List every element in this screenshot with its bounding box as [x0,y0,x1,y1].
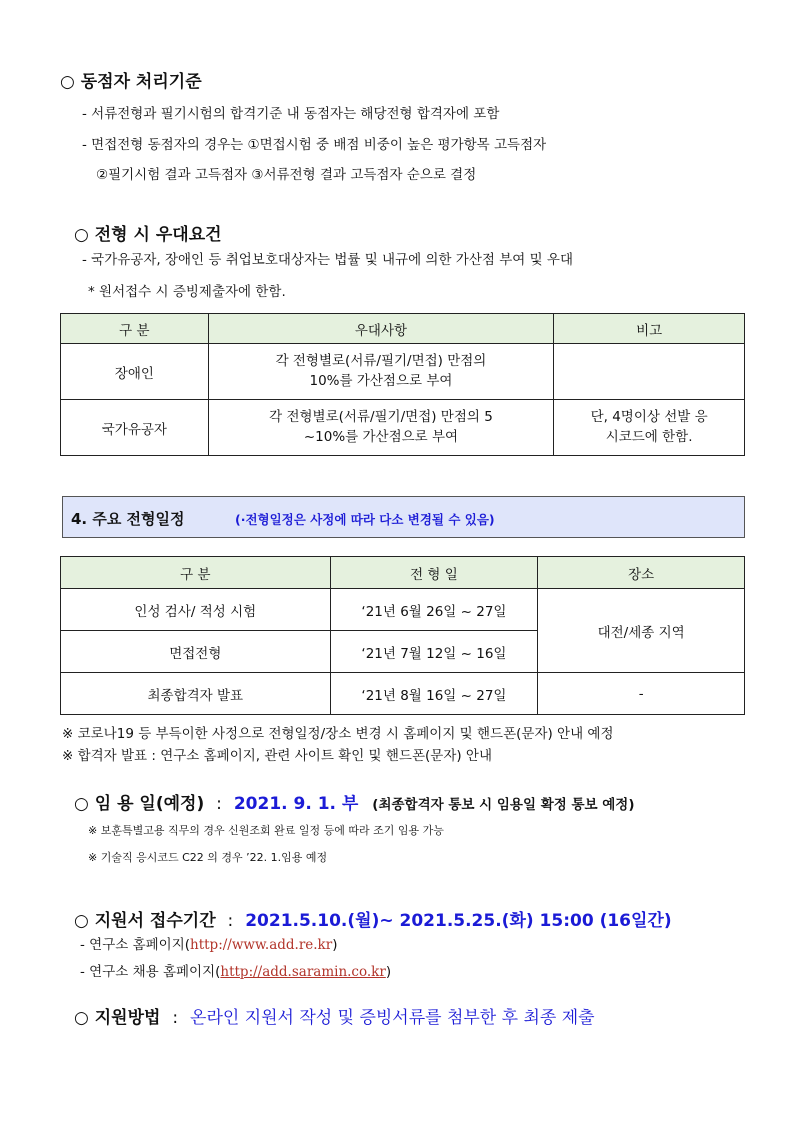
period-colon: : [227,911,234,931]
tie-line-3: ②필기시험 결과 고득점자 ③서류전형 결과 고득점자 순으로 결정 [96,167,477,183]
schedule-section-header [62,496,745,538]
schedule-row-date: ‘21년 6월 26일 ~ 27일 [330,589,538,631]
pref-row-remark: 단, 4명이상 선발 응시코드에 한함. [554,400,745,456]
period-line-2-suffix: ) [385,964,392,980]
schedule-header-date: 전 형 일 [330,557,538,589]
pref-row-category: 국가유공자 [61,400,209,456]
schedule-title: 4. 주요 전형일정 [71,510,185,528]
pref-row-detail: 각 전형별로(서류/필기/면접) 만점의 10%를 가산점으로 부여 [208,344,554,400]
period-value: 2021.5.10.(월)~ 2021.5.25.(화) 15:00 (16일간) [245,911,672,931]
appointment-colon: : [216,794,222,814]
period-line-1-suffix: ) [332,937,338,953]
homepage-link[interactable]: http://www.add.re.kr [190,937,333,953]
appointment-sub-2: ※ 기술직 응시코드 C22 의 경우 ’22. 1.임용 예정 [88,851,328,864]
tie-line-2: - 면접전형 동점자의 경우는 ①면접시험 중 배점 비중이 높은 평가항목 고득점자 [82,137,547,153]
pref-heading: ○ 전형 시 우대요건 [74,225,222,245]
recruit-homepage-link[interactable]: http://add.saramin.co.kr [220,964,386,980]
schedule-row-date: ‘21년 8월 16일 ~ 27일 [330,673,538,715]
schedule-row-place: - [538,673,745,715]
period-line-2 [80,960,391,980]
schedule-shared-place: 대전/세종 지역 [538,589,745,673]
appointment-row [74,789,635,814]
schedule-row-category: 최종합격자 발표 [61,673,331,715]
method-value: 온라인 지원서 작성 및 증빙서류를 첨부한 후 최종 제출 [190,1008,595,1028]
period-label: ○ 지원서 접수기간 [74,911,216,931]
pref-row-detail: 각 전형별로(서류/필기/면접) 만점의 5 ~10%를 가산점으로 부여 [208,400,554,456]
tie-heading: ○ 동점자 처리기준 [60,72,202,92]
schedule-row-date: ‘21년 7월 12일 ~ 16일 [330,631,538,673]
schedule-row-category: 인성 검사/ 적성 시험 [61,589,331,631]
pref-table [60,313,745,456]
period-line-2-prefix: - 연구소 채용 홈페이지( [80,964,221,980]
schedule-header-place: 장소 [538,557,745,589]
schedule-note-1: ※ 코로나19 등 부득이한 사정으로 전형일정/장소 변경 시 홈페이지 및 핸드폰(문자) 안내 예정 [62,726,614,742]
pref-row-category: 장애인 [61,344,209,400]
schedule-table [60,556,745,715]
pref-header-detail: 우대사항 [208,314,554,344]
period-line-1 [80,933,337,953]
method-label: ○ 지원방법 [74,1008,161,1028]
schedule-row-category: 면접전형 [61,631,331,673]
appointment-sub-1: ※ 보훈특별고용 직무의 경우 신원조회 완료 일정 등에 따라 조기 임용 가능 [88,824,444,837]
tie-line-1: - 서류전형과 필기시험의 합격기준 내 동점자는 해당전형 합격자에 포함 [82,106,500,122]
method-row [74,1003,595,1028]
appointment-label: ○ 임 용 일(예정) [74,794,205,814]
pref-header-category: 구 분 [61,314,209,344]
appointment-note: (최종합격자 통보 시 임용일 확정 통보 예정) [372,797,635,813]
pref-line-1: - 국가유공자, 장애인 등 취업보호대상자는 법률 및 내규에 의한 가산점 부여 및 우대 [82,252,574,268]
pref-note: * 원서접수 시 증빙제출자에 한함. [88,284,286,300]
period-line-1-prefix: - 연구소 홈페이지( [80,937,191,953]
schedule-note-2: ※ 합격자 발표 : 연구소 홈페이지, 관련 사이트 확인 및 핸드폰(문자) 안내 [62,748,492,764]
pref-row-remark [554,344,745,400]
schedule-header-category: 구 분 [61,557,331,589]
appointment-value: 2021. 9. 1. 부 [233,794,359,814]
period-row [74,906,672,931]
schedule-title-note: (·전형일정은 사정에 따라 다소 변경될 수 있음) [235,512,495,527]
pref-header-remark: 비고 [554,314,745,344]
method-colon: : [172,1008,179,1028]
